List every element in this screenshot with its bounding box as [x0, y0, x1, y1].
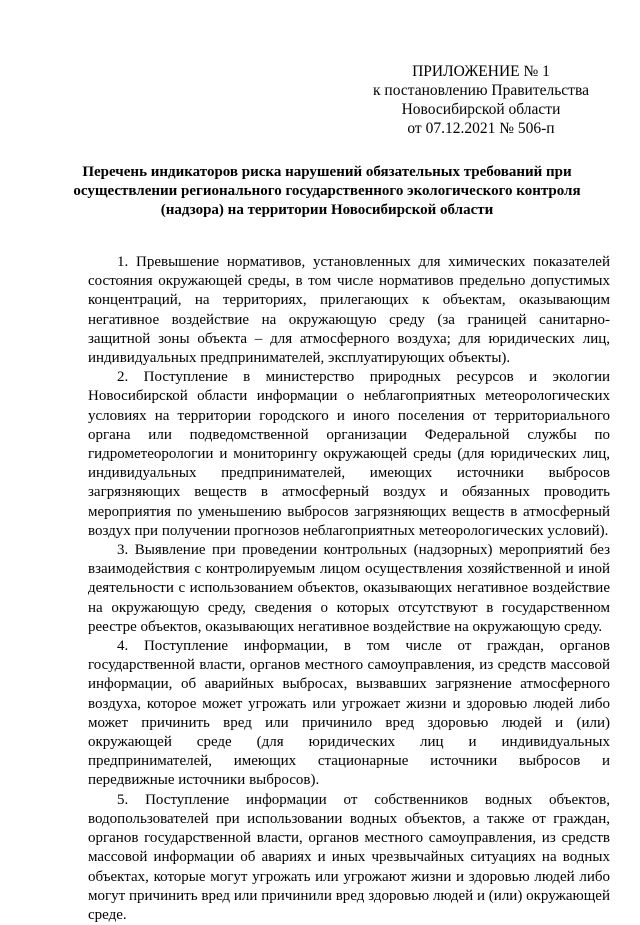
- appendix-number: ПРИЛОЖЕНИЕ № 1: [412, 63, 550, 80]
- list-item: 1. Превышение нормативов, установленных для химических показателей состояния окружающей среды, в том числе нормативов предельно допустимых концентраций, на территориях, прилегающих к объектам, оказывающим негативное воздействие на окружающую среду (за границей санитарно-защитной зоны объекта – для атмосферного воздуха; для юридических лиц, индивидуальных предпринимателей, эксплуатирующих объекты).: [88, 254, 610, 367]
- appendix-reference: к постановлению Правительства: [373, 82, 589, 99]
- list-item: 3. Выявление при проведении контрольных (надзорных) мероприятий без взаимодействия с контролируемым лицом осуществления хозяйственной и иной деятельности с использованием объектов, оказывающих негативное воздействие на окружающую среду, сведения о которых отсутствуют в государственном реестре объектов, оказывающих негативное воздействие на окружающую среду.: [88, 542, 610, 635]
- appendix-region: Новосибирской области: [401, 101, 561, 118]
- list-item: 2. Поступление в министерство природных ресурсов и экологии Новосибирской области информации о неблагоприятных метеорологических условиях на территории городского и иного поселения от территориального органа или подведомственной организации Федеральной службы по гидрометеорологии и мониторингу окружающей среды (для юридических лиц, индивидуальных предпринимателей, имеющих источники выбросов загрязняющих веществ в атмосферный воздух и обязанных проводить мероприятия по уменьшению выбросов загрязняющих веществ в атмосферный воздух при получении прогнозов неблагоприятных метеорологических условий).: [88, 369, 610, 539]
- appendix-header: [372, 62, 590, 138]
- document-title: Перечень индикаторов риска нарушений обязательных требований при осуществлении регионального государственного экологического контроля (надзора) на территории Новосибирской области: [73, 164, 581, 218]
- document-body: [88, 253, 610, 925]
- list-item: 5. Поступление информации от собственников водных объектов, водопользователей при использовании водных объектов, а также от граждан, органов государственной власти, органов местного самоуправления, из средств массовой информации об авариях и иных чрезвычайных ситуациях на водных объектах, которые могут угрожать или угрожают жизни и здоровью людей либо могут причинить вред или причинили вред здоровью людей и (или) окружающей среде.: [88, 791, 610, 923]
- appendix-date: от 07.12.2021 № 506-п: [407, 120, 555, 137]
- list-item: 4. Поступление информации, в том числе от граждан, органов государственной власти, органов местного самоуправления, из средств массовой информации, об аварийных выбросах, вызвавших загрязнение атмосферного воздуха, которое может угрожать или угрожает жизни и здоровью людей либо может причинить вред или причинило вред здоровью людей и (или) окружающей среде (для юридических лиц и индивидуальных предпринимателей, имеющих стационарные источники выбросов и передвижные источники выбросов).: [88, 638, 610, 789]
